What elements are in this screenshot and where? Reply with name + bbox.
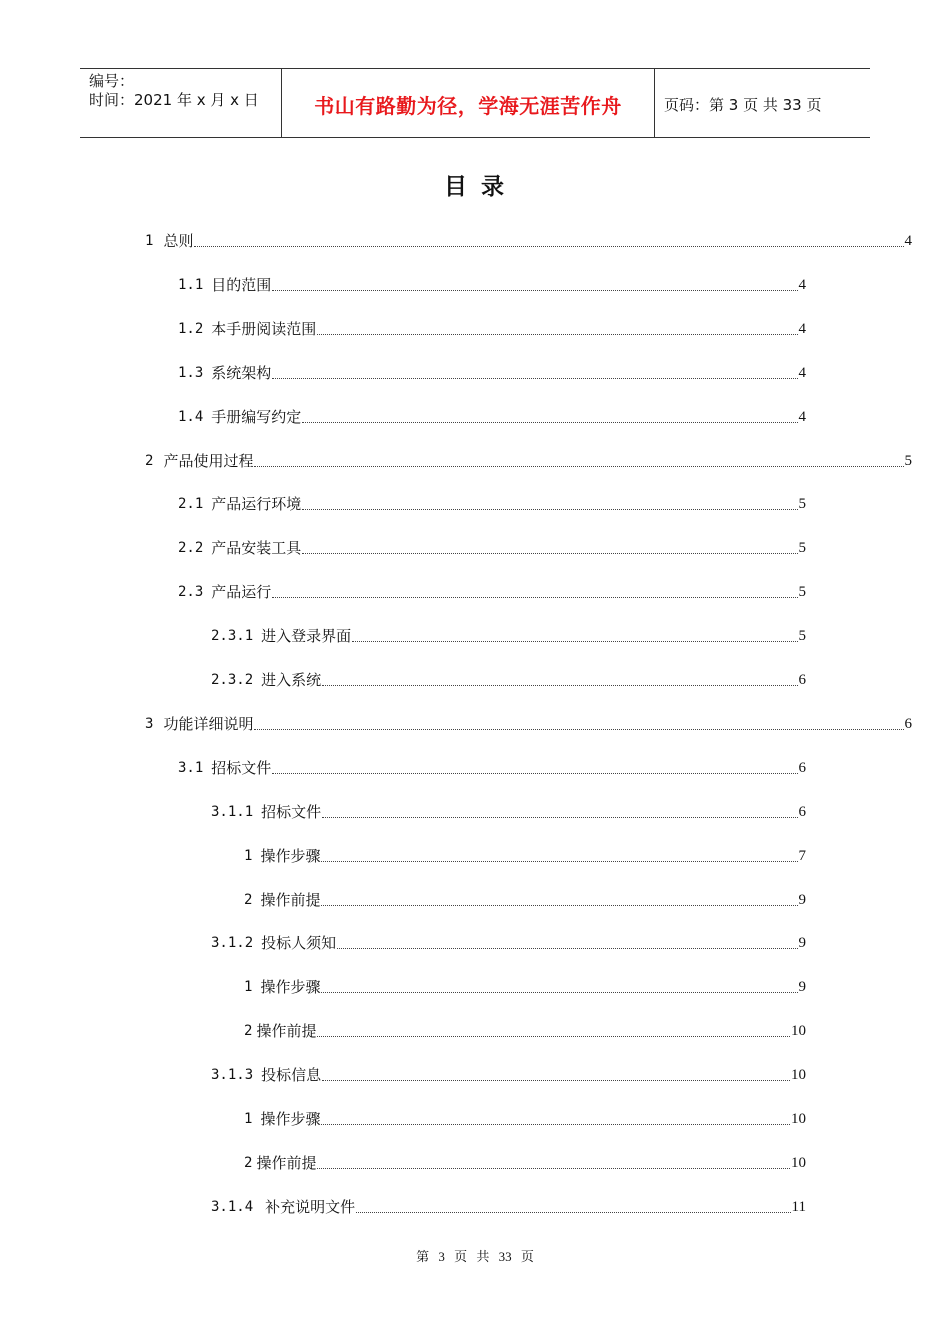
toc-entry[interactable]	[244, 976, 806, 998]
toc-leader-dots	[302, 508, 797, 510]
toc-entry-title: 目的范围	[211, 275, 272, 294]
toc-leader-dots	[321, 860, 797, 862]
toc-entry-number: 2	[145, 452, 154, 469]
toc-entry-title: 招标文件	[211, 758, 272, 777]
toc-entry-title: 手册编写约定	[211, 407, 302, 426]
toc-entry[interactable]	[145, 713, 912, 735]
toc-entry-title: 进入系统	[261, 671, 322, 689]
toc-entry[interactable]	[178, 493, 806, 515]
toc-entry[interactable]	[178, 274, 806, 296]
toc-entry[interactable]	[244, 1152, 806, 1174]
toc-entry-number: 2.3.1	[211, 628, 254, 645]
toc-leader-dots	[322, 684, 797, 686]
toc-entry-title: 操作步骤	[260, 1110, 321, 1128]
toc-entry-title: 产品使用过程	[163, 451, 254, 470]
time-label: 时间：2021 年 x 月 x 日	[89, 91, 259, 109]
header-motto: 书山有路勤为径，学海无涯苦作舟	[282, 69, 655, 137]
toc-entry[interactable]	[178, 537, 806, 559]
toc-entry-title: 总则	[163, 232, 194, 250]
toc-entry-page: 10	[791, 1154, 806, 1171]
toc-entry-title: 招标文件	[261, 802, 322, 821]
toc-entry-page: 9	[798, 891, 806, 908]
toc-entry-page: 5	[798, 496, 806, 513]
toc-entry-number: 2.3	[178, 584, 204, 601]
toc-leader-dots	[322, 816, 797, 818]
toc-entry-page: 10	[791, 1111, 806, 1127]
toc-entry-title: 本手册阅读范围	[211, 319, 317, 338]
toc-entry-title: 操作步骤	[260, 978, 321, 997]
page-title: 目录	[444, 174, 518, 200]
toc-entry-page: 4	[798, 408, 806, 425]
toc-entry-page: 4	[798, 364, 806, 381]
toc-entry-title: 操作前提	[256, 1022, 317, 1041]
toc-entry[interactable]	[211, 1064, 806, 1086]
toc-entry[interactable]	[145, 230, 912, 252]
toc-entry-title: 操作前提	[260, 890, 321, 909]
toc-entry-page: 5	[798, 628, 806, 645]
toc-entry-page: 4	[798, 276, 806, 293]
toc-entry[interactable]	[244, 1020, 806, 1042]
toc-entry[interactable]	[211, 932, 806, 954]
toc-entry-title: 产品运行环境	[211, 495, 302, 514]
toc-entry-title: 产品运行	[211, 583, 272, 602]
toc-entry-page: 10	[791, 1023, 806, 1040]
toc-entry-number: 2.3.2	[211, 672, 254, 688]
toc-entry[interactable]	[178, 362, 806, 384]
toc-entry-number: 3	[145, 715, 154, 732]
toc-entry-page: 7	[798, 847, 806, 864]
toc-leader-dots	[337, 947, 797, 949]
toc-entry-title: 操作前提	[256, 1153, 317, 1172]
toc-entry-page: 4	[798, 320, 806, 337]
toc-entry[interactable]	[211, 669, 806, 691]
toc-entry-number: 1	[244, 979, 253, 996]
toc-leader-dots	[272, 377, 797, 379]
toc-entry-title: 进入登录界面	[261, 627, 352, 646]
toc-entry[interactable]	[244, 889, 806, 911]
toc-entry-page: 6	[798, 672, 806, 688]
toc-leader-dots	[194, 245, 903, 247]
toc-entry-page: 5	[798, 540, 806, 557]
toc-entry-page: 6	[798, 803, 806, 820]
toc-entry-number: 2	[244, 891, 253, 908]
number-label: 编号：	[89, 72, 135, 90]
document-header	[80, 68, 870, 138]
toc-entry[interactable]	[211, 1196, 806, 1218]
toc-entry-title: 系统架构	[211, 363, 272, 382]
toc-entry-title: 操作步骤	[260, 846, 321, 865]
toc-leader-dots	[321, 904, 797, 906]
toc-entry[interactable]	[178, 318, 806, 340]
toc-entry-page: 11	[791, 1198, 806, 1215]
toc-entry-page: 5	[798, 584, 806, 601]
toc-entry-page: 6	[798, 759, 806, 776]
toc-entry-page: 9	[798, 935, 806, 952]
toc-entry-number: 1.3	[178, 364, 204, 381]
toc-entry-page: 6	[904, 715, 912, 732]
toc-entry-title: 产品安装工具	[211, 539, 302, 558]
toc-entry-number: 3.1.3	[211, 1067, 254, 1084]
toc-leader-dots	[321, 1123, 790, 1125]
toc-entry-number: 1	[244, 847, 253, 864]
toc-entry-number: 2	[244, 1154, 253, 1171]
toc-entry-title: 投标人须知	[261, 934, 337, 953]
toc-entry-page: 9	[798, 979, 806, 996]
toc-entry[interactable]	[244, 1108, 806, 1130]
toc-leader-dots	[321, 991, 797, 993]
toc-entry-number: 2.2	[178, 540, 204, 557]
toc-entry-number: 3.1.4	[211, 1198, 254, 1215]
toc-leader-dots	[317, 1167, 790, 1169]
toc-entry[interactable]	[244, 845, 806, 867]
toc-leader-dots	[317, 333, 797, 335]
toc-entry-title: 投标信息	[261, 1066, 322, 1085]
toc-entry[interactable]	[145, 450, 912, 472]
toc-entry-number: 1.1	[178, 276, 204, 293]
header-page-info: 页码：第 3 页 共 33 页	[664, 95, 822, 114]
toc-entry[interactable]	[178, 581, 806, 603]
toc-leader-dots	[272, 772, 797, 774]
toc-entry-number: 3.1	[178, 759, 204, 776]
toc-entry-number: 1.4	[178, 408, 204, 425]
toc-entry-page: 5	[904, 452, 912, 469]
toc-entry[interactable]	[211, 625, 806, 647]
toc-entry-number: 1	[244, 1111, 253, 1127]
toc-entry-number: 2	[244, 1023, 253, 1040]
toc-entry-number: 1	[145, 233, 154, 249]
toc-leader-dots	[302, 421, 797, 423]
toc-entry-number: 1.2	[178, 320, 204, 337]
toc-entry-page: 4	[904, 233, 912, 249]
toc-leader-dots	[254, 465, 903, 467]
toc-leader-dots	[317, 1035, 790, 1037]
toc-leader-dots	[254, 728, 903, 730]
toc-entry-number: 2.1	[178, 496, 204, 513]
toc-leader-dots	[302, 552, 797, 554]
toc-entry-title: 补充说明文件	[265, 1197, 356, 1216]
header-meta	[80, 69, 282, 137]
toc-leader-dots	[352, 640, 797, 642]
toc-entry[interactable]	[178, 757, 806, 779]
toc-entry-title: 功能详细说明	[163, 714, 254, 733]
toc-entry[interactable]	[211, 801, 806, 823]
toc-leader-dots	[272, 596, 797, 598]
toc-entry[interactable]	[178, 406, 806, 428]
toc-entry-number: 3.1.1	[211, 803, 254, 820]
toc-entry-number: 3.1.2	[211, 935, 254, 952]
toc-leader-dots	[322, 1079, 790, 1081]
toc-leader-dots	[356, 1211, 790, 1213]
toc-leader-dots	[272, 289, 797, 291]
page-footer: 第 3 页 共 33 页	[416, 1249, 534, 1264]
toc-entry-page: 10	[791, 1067, 806, 1084]
